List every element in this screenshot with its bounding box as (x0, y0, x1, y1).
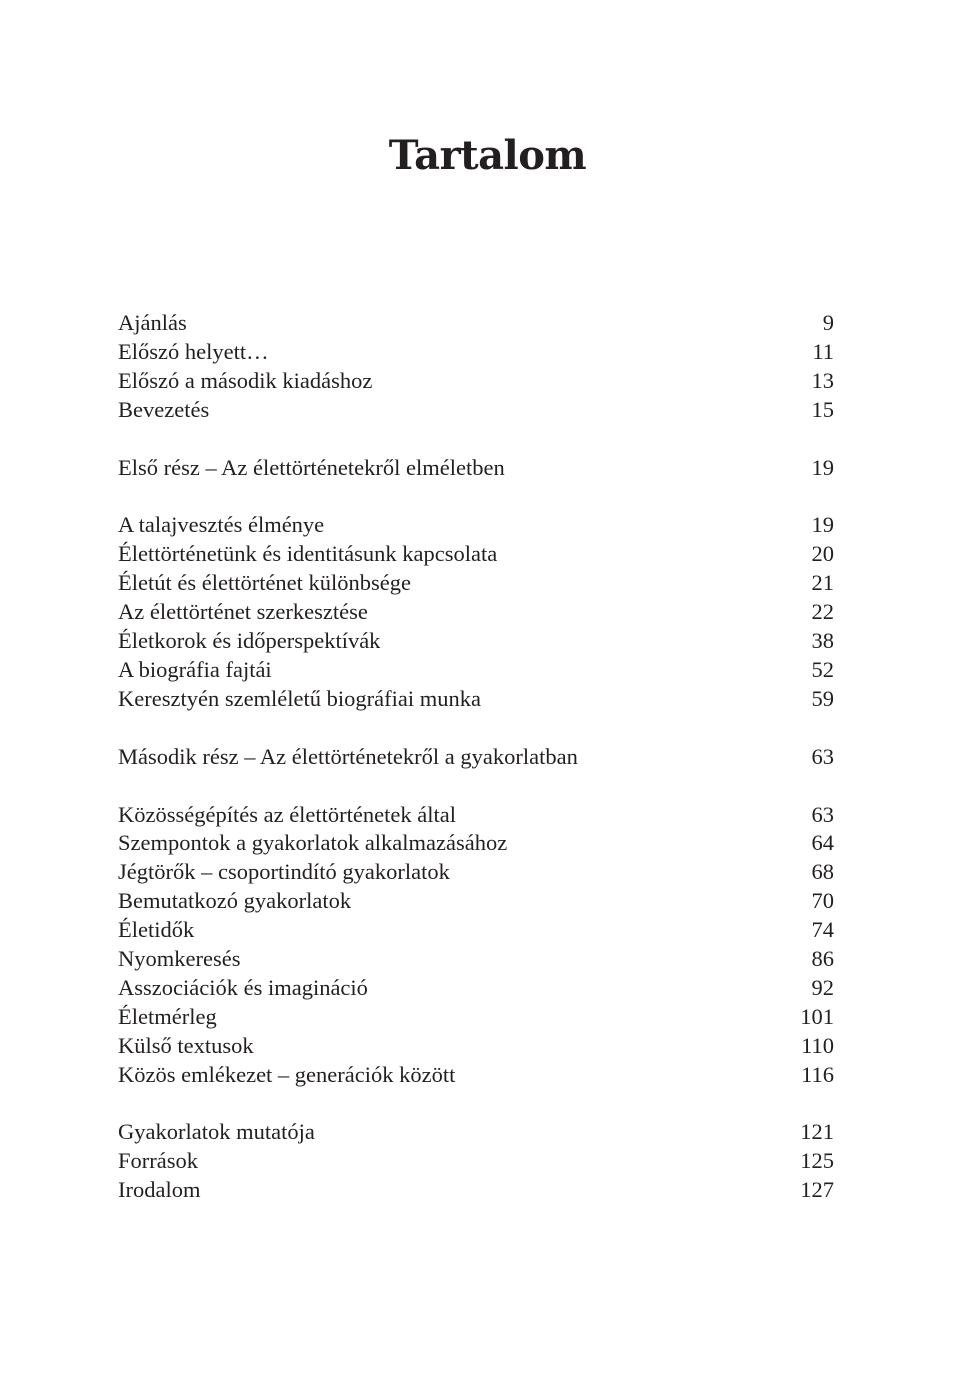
toc-entry-title: Életkorok és időperspektívák (118, 628, 381, 654)
toc-entry[interactable] (118, 685, 834, 714)
toc-entry-title: Közös emlékezet – generációk között (118, 1061, 456, 1087)
toc-entry-page-number: 13 (811, 367, 834, 393)
toc-entry[interactable] (118, 1147, 834, 1176)
toc-entry[interactable] (118, 511, 834, 540)
toc-entry[interactable] (118, 627, 834, 656)
toc-entry-page-number: 38 (811, 628, 834, 654)
toc-group-part-two-chapters (118, 801, 834, 1090)
toc-part-heading[interactable] (118, 454, 834, 483)
toc-entry-title: Keresztyén szemléletű biográfiai munka (118, 685, 481, 711)
toc-group-back-matter (118, 1118, 834, 1205)
toc-entry-page-number: 92 (811, 974, 834, 1000)
toc-entry-title: Élettörténetünk és identitásunk kapcsolata (118, 541, 498, 567)
toc-entry-page-number: 11 (812, 338, 834, 364)
toc-entry[interactable] (118, 540, 834, 569)
toc-entry-title: Asszociációk és imagináció (118, 974, 368, 1000)
toc-entry[interactable] (118, 338, 834, 367)
toc-entry[interactable] (118, 396, 834, 425)
toc-entry[interactable] (118, 887, 834, 916)
toc-entry-title: Irodalom (118, 1177, 201, 1203)
toc-entry-page-number: 15 (811, 396, 834, 422)
toc-entry-page-number: 63 (811, 743, 834, 769)
toc-entry-title: Életmérleg (118, 1003, 217, 1029)
toc-entry[interactable] (118, 801, 834, 830)
toc-entry[interactable] (118, 598, 834, 627)
toc-entry-title: Bemutatkozó gyakorlatok (118, 888, 352, 914)
toc-entry[interactable] (118, 858, 834, 887)
toc-entry-page-number: 74 (811, 917, 834, 943)
toc-entry-title: Első rész – Az élettörténetekről elméletben (118, 454, 505, 480)
toc-entry-title: Előszó a második kiadáshoz (118, 367, 373, 393)
toc-entry-title: Jégtörők – csoportindító gyakorlatok (118, 859, 450, 885)
toc-group-part-one-heading (118, 454, 834, 483)
toc-entry-title: Nyomkeresés (118, 946, 241, 972)
toc-entry[interactable] (118, 974, 834, 1003)
toc-entry-title: Források (118, 1148, 198, 1174)
toc-entry-page-number: 52 (811, 656, 834, 682)
toc-entry-page-number: 127 (800, 1177, 834, 1203)
toc-entry-title: Külső textusok (118, 1032, 254, 1058)
page-title: Tartalom (388, 132, 587, 179)
toc-entry[interactable] (118, 916, 834, 945)
toc-entry-title: Szempontok a gyakorlatok alkalmazásához (118, 830, 508, 856)
toc-entry-title: Gyakorlatok mutatója (118, 1119, 315, 1145)
toc-entry[interactable] (118, 309, 834, 338)
toc-entry-title: Életidők (118, 917, 195, 943)
toc-entry[interactable] (118, 1032, 834, 1061)
table-of-contents (118, 309, 834, 1234)
toc-entry-title: Az élettörténet szerkesztése (118, 599, 368, 625)
toc-entry-page-number: 101 (800, 1003, 834, 1029)
toc-part-heading[interactable] (118, 743, 834, 772)
toc-entry-page-number: 110 (801, 1032, 834, 1058)
toc-entry[interactable] (118, 367, 834, 396)
toc-entry-page-number: 125 (800, 1148, 834, 1174)
toc-entry-title: Második rész – Az élettörténetekről a gyakorlatban (118, 743, 578, 769)
toc-entry-page-number: 19 (811, 454, 834, 480)
toc-entry-title: Életút és élettörténet különbsége (118, 570, 412, 596)
toc-entry-title: Bevezetés (118, 396, 210, 422)
toc-entry[interactable] (118, 656, 834, 685)
toc-entry-page-number: 121 (800, 1119, 834, 1145)
toc-entry[interactable] (118, 1061, 834, 1090)
toc-entry-page-number: 19 (811, 512, 834, 538)
toc-entry[interactable] (118, 1176, 834, 1205)
toc-entry-page-number: 21 (811, 570, 834, 596)
toc-entry-page-number: 70 (811, 888, 834, 914)
toc-entry[interactable] (118, 945, 834, 974)
toc-entry-title: Ajánlás (118, 310, 187, 335)
toc-entry-page-number: 116 (801, 1061, 834, 1087)
toc-entry-title: A talajvesztés élménye (118, 512, 325, 538)
toc-entry[interactable] (118, 1118, 834, 1147)
toc-entry-page-number: 86 (811, 946, 834, 972)
toc-group-front-matter (118, 309, 834, 425)
toc-entry[interactable] (118, 569, 834, 598)
toc-entry[interactable] (118, 829, 834, 858)
toc-entry-title: Előszó helyett… (118, 338, 269, 364)
toc-entry-title: Közösségépítés az élettörténetek által (118, 801, 456, 827)
toc-entry-page-number: 20 (811, 541, 834, 567)
toc-entry-page-number: 64 (811, 830, 834, 856)
toc-entry-page-number: 9 (822, 310, 834, 335)
toc-entry-page-number: 22 (811, 599, 834, 625)
toc-entry-page-number: 68 (811, 859, 834, 885)
toc-group-part-one-chapters (118, 511, 834, 713)
toc-entry-page-number: 59 (811, 685, 834, 711)
toc-entry-title: A biográfia fajtái (118, 656, 272, 682)
toc-entry[interactable] (118, 1003, 834, 1032)
toc-group-part-two-heading (118, 743, 834, 772)
toc-entry-page-number: 63 (811, 801, 834, 827)
